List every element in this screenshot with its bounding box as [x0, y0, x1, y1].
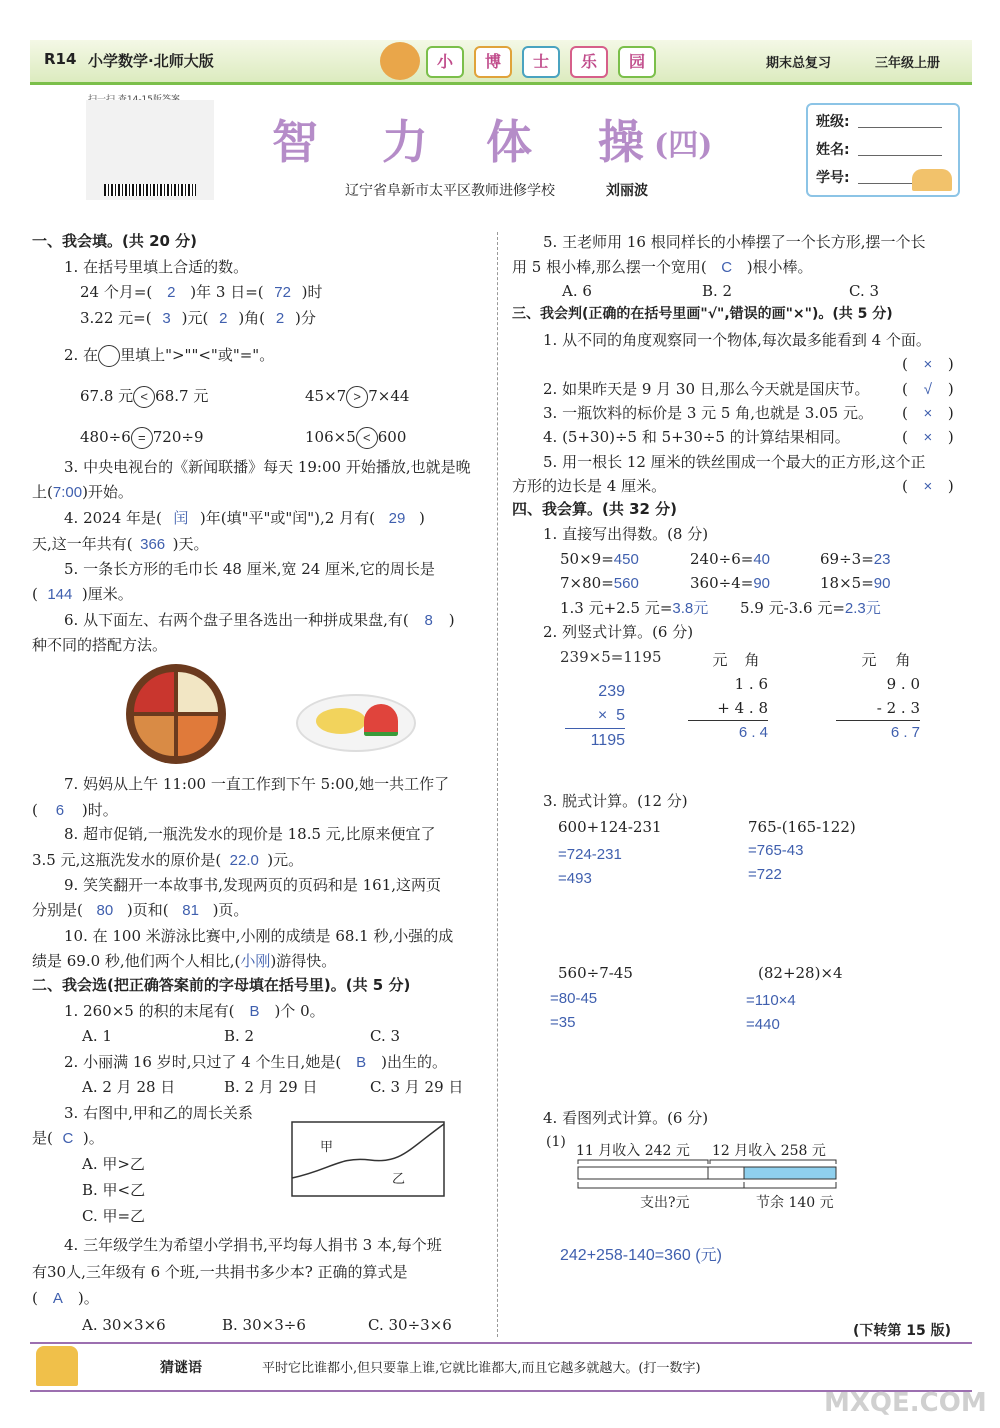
- j1-answer: ( × ): [902, 352, 954, 377]
- oral-calc: [690, 547, 770, 572]
- vc-line: + 4 . 8: [688, 696, 768, 721]
- answer: B: [249, 1003, 260, 1020]
- c4a: 4. 三年级学生为希望小学捐书,平均每人捐书 3 本,每个班: [64, 1236, 442, 1254]
- answer: √: [923, 381, 932, 398]
- c3a: 3. 右图中,甲和乙的周长关系: [64, 1104, 253, 1122]
- q7a: 7. 妈妈从上午 11:00 一直工作到下午 5:00,她一共工作了: [64, 775, 450, 793]
- q1a-pre: 24 个月=(: [80, 283, 153, 301]
- step: =440: [746, 1016, 780, 1033]
- c5b-post: )根小棒。: [746, 258, 813, 276]
- q5b-post: )厘米。: [81, 585, 133, 603]
- answer: C: [62, 1130, 74, 1147]
- page-title: [272, 106, 742, 169]
- name-field[interactable]: [858, 155, 942, 156]
- answer: ×: [923, 356, 933, 373]
- oral-calc: [740, 596, 881, 621]
- q6a-post: ): [448, 611, 455, 629]
- j5b: 方形的边长是 4 厘米。: [512, 477, 667, 495]
- compare-right: 68.7 元: [155, 387, 209, 405]
- answer: B: [356, 1054, 367, 1071]
- compare-right: 600: [377, 428, 407, 446]
- figure-answer: 242+258-140=360 (元): [560, 1247, 722, 1264]
- answer: 22.0: [229, 852, 259, 869]
- c4c-pre: (: [32, 1289, 38, 1307]
- oral-q: 240÷6=: [690, 550, 754, 568]
- q3b: [32, 480, 133, 505]
- watermark: MXQE.COM: [824, 1388, 987, 1418]
- q9a: 9. 笑笑翻开一本故事书,发现两页的页码和是 161,这两页: [64, 876, 442, 894]
- answer: 3: [162, 310, 171, 327]
- edition-code: R14: [44, 50, 77, 68]
- q4b-pre: 天,这一年共有(: [32, 535, 133, 553]
- banner-chars: [426, 46, 656, 78]
- q3b-pre: 上(: [32, 483, 53, 501]
- compare-answer: <: [356, 427, 378, 449]
- answer: 6: [55, 802, 65, 819]
- m1-title: 1. 直接写出得数。(8 分): [543, 525, 709, 543]
- option: C. 3 月 29 日: [370, 1078, 464, 1096]
- q1a-post: )时: [301, 283, 323, 301]
- option: B. 2: [224, 1027, 255, 1045]
- c2-post: )出生的。: [381, 1053, 448, 1071]
- compare-left: 480÷6: [80, 428, 131, 446]
- step: =80-45: [550, 990, 598, 1007]
- oral-q: 360÷4=: [690, 574, 754, 592]
- bar-bottom-label-2: 节余 140 元: [756, 1195, 834, 1211]
- name-label: 姓名:: [816, 142, 850, 158]
- answer: ×: [923, 478, 933, 495]
- q10b-pre: 绩是 69.0 秒,他们两个人相比,(: [32, 952, 241, 970]
- q9b-pre: 分别是(: [32, 901, 83, 919]
- expr: 765-(165-122): [748, 818, 856, 836]
- q10a: 10. 在 100 米游泳比赛中,小刚的成绩是 68.1 秒,小强的成: [64, 927, 454, 945]
- vc-line: 1195: [590, 732, 625, 749]
- id-label: 学号:: [816, 170, 850, 186]
- answer: 闰: [173, 510, 189, 527]
- segment-diagram: [574, 1158, 840, 1194]
- banner-char: 博: [474, 46, 512, 78]
- answer: 2: [219, 310, 228, 327]
- option: B. 30×3÷6: [222, 1316, 306, 1334]
- stepwise-calc-1: [558, 814, 662, 892]
- jiao-label: 角: [895, 651, 911, 669]
- oral-calc: [820, 571, 890, 596]
- q9b-post: )页。: [212, 901, 249, 919]
- q7b: [32, 798, 118, 823]
- q6b: 种不同的搭配方法。: [32, 636, 168, 654]
- q1b-pre: 3.22 元=(: [80, 309, 152, 327]
- oral-q: 1.3 元+2.5 元=: [560, 599, 673, 617]
- banner-char: 士: [522, 46, 560, 78]
- vc-head: [836, 648, 920, 672]
- title-suffix: (四): [654, 128, 713, 163]
- option: B. 2 月 29 日: [224, 1078, 318, 1096]
- compare-answer: <: [133, 386, 155, 408]
- section-1-title: 一、我会填。(共 20 分): [32, 232, 198, 250]
- j2: 2. 如果昨天是 9 月 30 日,那么今天就是国庆节。: [543, 380, 870, 398]
- section-3-title: 三、我会判(正确的在括号里画"√",错误的画"×")。(共 5 分): [512, 306, 893, 322]
- m3-title: 3. 脱式计算。(12 分): [543, 792, 688, 810]
- review-label: 期末总复习: [766, 56, 832, 71]
- compare-item: [305, 384, 409, 409]
- q1a-mid: )年 3 日=(: [190, 283, 264, 301]
- expr: 560÷7-45: [558, 964, 633, 982]
- vertical-calc-3: [836, 648, 920, 745]
- j1: 1. 从不同的角度观察同一个物体,每次最多能看到 4 个面。: [543, 331, 931, 349]
- option: A. 30×3×6: [82, 1316, 166, 1334]
- j5-answer: ( × ): [902, 474, 954, 499]
- compare-circle-icon: [98, 345, 120, 367]
- c3b-pre: 是(: [32, 1129, 53, 1147]
- compare-left: 67.8 元: [80, 387, 134, 405]
- step: =493: [558, 870, 592, 887]
- oral-q: 50×9=: [560, 550, 614, 568]
- continue-note: (下转第 15 版): [853, 1323, 952, 1339]
- option: A. 甲>乙: [82, 1155, 145, 1173]
- option: C. 30÷3×6: [368, 1316, 452, 1334]
- q10b-post: )游得快。: [270, 952, 337, 970]
- grade-label: 三年级上册: [875, 56, 941, 71]
- section-2-title: 二、我会选(把正确答案前的字母填在括号里)。(共 5 分): [32, 976, 411, 994]
- q4b-post: )天。: [172, 535, 209, 553]
- answer: 450: [613, 551, 639, 568]
- q6a-pre: 6. 从下面左、右两个盘子里各选出一种拼成果盘,有(: [64, 611, 409, 629]
- q6a: [64, 608, 455, 633]
- section-4-title: 四、我会算。(共 32 分): [512, 500, 678, 518]
- option: B. 2: [702, 282, 733, 300]
- option: B. 甲<乙: [82, 1181, 146, 1199]
- barcode-icon: [104, 184, 196, 196]
- answer: 8: [424, 612, 433, 629]
- q1b: [80, 306, 316, 331]
- title-char: 智: [272, 115, 318, 169]
- answer: ×: [923, 429, 933, 446]
- oral-q: 7×80=: [560, 574, 614, 592]
- c3b: [32, 1126, 104, 1151]
- oral-q: 5.9 元-3.6 元=: [740, 599, 845, 617]
- q2-pre: 2. 在: [64, 346, 99, 364]
- vc-line: × 5: [565, 704, 625, 729]
- step: =35: [550, 1014, 576, 1031]
- c3b-post: )。: [82, 1129, 104, 1147]
- answer: 小刚: [240, 953, 271, 970]
- j5a: 5. 用一根长 12 厘米的铁丝围成一个最大的正方形,这个正: [543, 453, 926, 471]
- j2-answer: ( √ ): [902, 377, 954, 402]
- compare-answer: =: [131, 427, 153, 449]
- food-plate-image: [126, 664, 226, 764]
- q8a: 8. 超市促销,一瓶洗发水的现价是 18.5 元,比原来便宜了: [64, 825, 436, 843]
- column-divider: [497, 232, 498, 1337]
- m4-title: 4. 看图列式计算。(6 分): [543, 1109, 709, 1127]
- q8b-post: )元。: [267, 851, 304, 869]
- answer: A: [52, 1290, 63, 1307]
- compare-item: [80, 425, 204, 450]
- answer: 2.3元: [844, 600, 881, 617]
- bar-top-label-2: 12 月收入 258 元: [712, 1143, 826, 1159]
- c4c: [32, 1286, 99, 1311]
- q1b-post: )分: [295, 309, 316, 327]
- answer: 72: [274, 284, 291, 301]
- expr: 600+124-231: [558, 818, 662, 836]
- q2-text: [64, 343, 274, 368]
- riddle-text: 平时它比谁都小,但只要靠上谁,它就比谁都大,而且它越多就越大。(打一数字): [262, 1361, 701, 1376]
- compare-right: 720÷9: [152, 428, 204, 446]
- q9b-mid: )页和(: [126, 901, 169, 919]
- oral-q: 18×5=: [820, 574, 874, 592]
- c1-pre: 1. 260×5 的积的末尾有(: [64, 1002, 235, 1020]
- answer: 40: [753, 551, 770, 568]
- answer: 90: [873, 575, 891, 592]
- c2-pre: 2. 小丽满 16 岁时,只过了 4 个生日,她是(: [64, 1053, 342, 1071]
- q1b-m1: )元(: [181, 309, 209, 327]
- option: C. 3: [849, 282, 880, 300]
- m2-title: 2. 列竖式计算。(6 分): [543, 623, 694, 641]
- m2-equation: 239×5=1195: [560, 648, 662, 666]
- answer: 81: [182, 902, 199, 919]
- banner-char: 园: [618, 46, 656, 78]
- answer: 80: [96, 902, 114, 919]
- figure-label-yi: 乙: [392, 1172, 406, 1187]
- top-banner: [30, 40, 972, 85]
- subject-label: 小学数学·北师大版: [88, 52, 214, 70]
- c5b-pre: 用 5 根小棒,那么摆一个宽用(: [512, 258, 707, 276]
- q7b-post: )时。: [81, 801, 118, 819]
- oral-calc: [690, 571, 770, 596]
- answer: 90: [753, 575, 770, 592]
- q8b: [32, 848, 303, 873]
- vertical-calc-1: [565, 680, 625, 753]
- vc-head: [688, 648, 768, 672]
- vc-line: 239: [598, 683, 625, 700]
- oral-calc: [560, 596, 708, 621]
- q7b-pre: (: [32, 801, 38, 819]
- q8b-pre: 3.5 元,这瓶洗发水的原价是(: [32, 851, 222, 869]
- jiao-label: 角: [744, 651, 760, 669]
- option: C. 甲=乙: [82, 1207, 146, 1225]
- j3-answer: ( × ): [902, 401, 954, 426]
- c1: [64, 999, 325, 1024]
- figure-label-jia: 甲: [320, 1140, 334, 1155]
- vc-result: 6 . 7: [890, 724, 920, 741]
- fruit-plate-image: [296, 694, 416, 752]
- q4a-post: ): [418, 509, 425, 527]
- author-name: 刘丽波: [606, 183, 648, 199]
- q1a: [80, 280, 323, 305]
- answer: 3.8元: [672, 600, 709, 617]
- answer: 2: [275, 310, 285, 327]
- answer: C: [721, 259, 733, 276]
- q4a-pre: 4. 2024 年是(: [64, 509, 162, 527]
- option: A. 1: [82, 1027, 112, 1045]
- answer: 2: [167, 284, 176, 301]
- j4-answer: ( × ): [902, 425, 954, 450]
- cartoon-animals-icon: [912, 169, 952, 191]
- q5b-pre: (: [32, 585, 38, 603]
- c5a: 5. 王老师用 16 根同样长的小棒摆了一个长方形,摆一个长: [543, 233, 926, 251]
- option: A. 6: [562, 282, 592, 300]
- oral-calc: [560, 571, 639, 596]
- stepwise-calc-4: [746, 960, 843, 1038]
- answer: 29: [388, 510, 406, 527]
- compare-item: [305, 425, 406, 450]
- step: =765-43: [748, 842, 804, 859]
- oral-q: 69÷3=: [820, 550, 874, 568]
- q9b: [32, 898, 248, 923]
- giraffe-icon: [36, 1346, 78, 1386]
- figure-number: (1): [546, 1134, 566, 1150]
- oral-calc: [820, 547, 890, 572]
- vc-line: 9 . 0: [886, 675, 920, 693]
- answer: 7:00: [52, 484, 83, 501]
- vc-result: 6 . 4: [738, 724, 768, 741]
- c4c-post: )。: [77, 1289, 99, 1307]
- riddle-label: 猜谜语: [160, 1360, 202, 1376]
- q10b: [32, 949, 336, 974]
- c2: [64, 1050, 447, 1075]
- oral-calc: [560, 547, 639, 572]
- c4b: 有30人,三年级有 6 个班,一共捐书多少本? 正确的算式是: [32, 1263, 408, 1281]
- yuan-label: 元: [861, 651, 877, 669]
- yuan-label: 元: [712, 651, 728, 669]
- class-label: 班级:: [816, 114, 850, 130]
- bar-bottom-label-1: 支出?元: [640, 1195, 690, 1211]
- q1-text: 1. 在括号里填上合适的数。: [64, 258, 249, 276]
- option: A. 2 月 28 日: [82, 1078, 176, 1096]
- class-field[interactable]: [858, 127, 942, 128]
- q1b-m2: )角(: [238, 309, 266, 327]
- title-char: 体: [486, 115, 532, 169]
- perimeter-figure: [290, 1120, 448, 1200]
- c5b: [512, 255, 813, 280]
- compare-left: 106×5: [305, 428, 356, 446]
- bar-top-label-1: 11 月收入 242 元: [576, 1143, 690, 1159]
- c1-post: )个 0。: [274, 1002, 325, 1020]
- compare-right: 7×44: [368, 387, 410, 405]
- compare-item: [80, 384, 208, 409]
- q3b-post: )开始。: [82, 483, 133, 501]
- answer: 366: [140, 536, 166, 553]
- title-char: 操: [598, 115, 644, 169]
- q5a: 5. 一条长方形的毛巾长 48 厘米,宽 24 厘米,它的周长是: [64, 560, 435, 578]
- q4b: [32, 532, 208, 557]
- compare-left: 45×7: [305, 387, 347, 405]
- author-org: 辽宁省阜新市太平区教师进修学校: [345, 183, 555, 199]
- q4a: [64, 506, 425, 531]
- j4: 4. (5+30)÷5 和 5+30÷5 的计算结果相同。: [543, 428, 850, 446]
- vertical-calc-2: [688, 648, 768, 745]
- answer: ×: [923, 405, 933, 422]
- vc-line: 1 . 6: [734, 675, 768, 693]
- q4a-mid: )年(填"平"或"闰"),2 月有(: [199, 509, 375, 527]
- banner-char: 乐: [570, 46, 608, 78]
- mascot-icon: [380, 42, 420, 80]
- answer: 144: [47, 586, 73, 603]
- title-char: 力: [382, 115, 428, 169]
- answer: 23: [873, 551, 891, 568]
- banner-char: 小: [426, 46, 464, 78]
- stepwise-calc-2: [748, 814, 856, 888]
- id-field[interactable]: [858, 183, 918, 184]
- j3: 3. 一瓶饮料的标价是 3 元 5 角,也就是 3.05 元。: [543, 404, 873, 422]
- answer: 560: [613, 575, 639, 592]
- vc-line: - 2 . 3: [836, 696, 920, 721]
- stepwise-calc-3: [550, 960, 633, 1036]
- student-info-box: [806, 103, 960, 197]
- step: =722: [748, 866, 782, 883]
- q3a: 3. 中央电视台的《新闻联播》每天 19:00 开始播放,也就是晚: [64, 458, 471, 476]
- expr: (82+28)×4: [758, 964, 843, 982]
- option: C. 3: [370, 1027, 401, 1045]
- q5b: [32, 582, 133, 607]
- step: =724-231: [558, 846, 622, 863]
- q2-post: 里填上">""<"或"="。: [120, 346, 275, 364]
- step: =110×4: [746, 992, 796, 1009]
- compare-answer: >: [346, 386, 368, 408]
